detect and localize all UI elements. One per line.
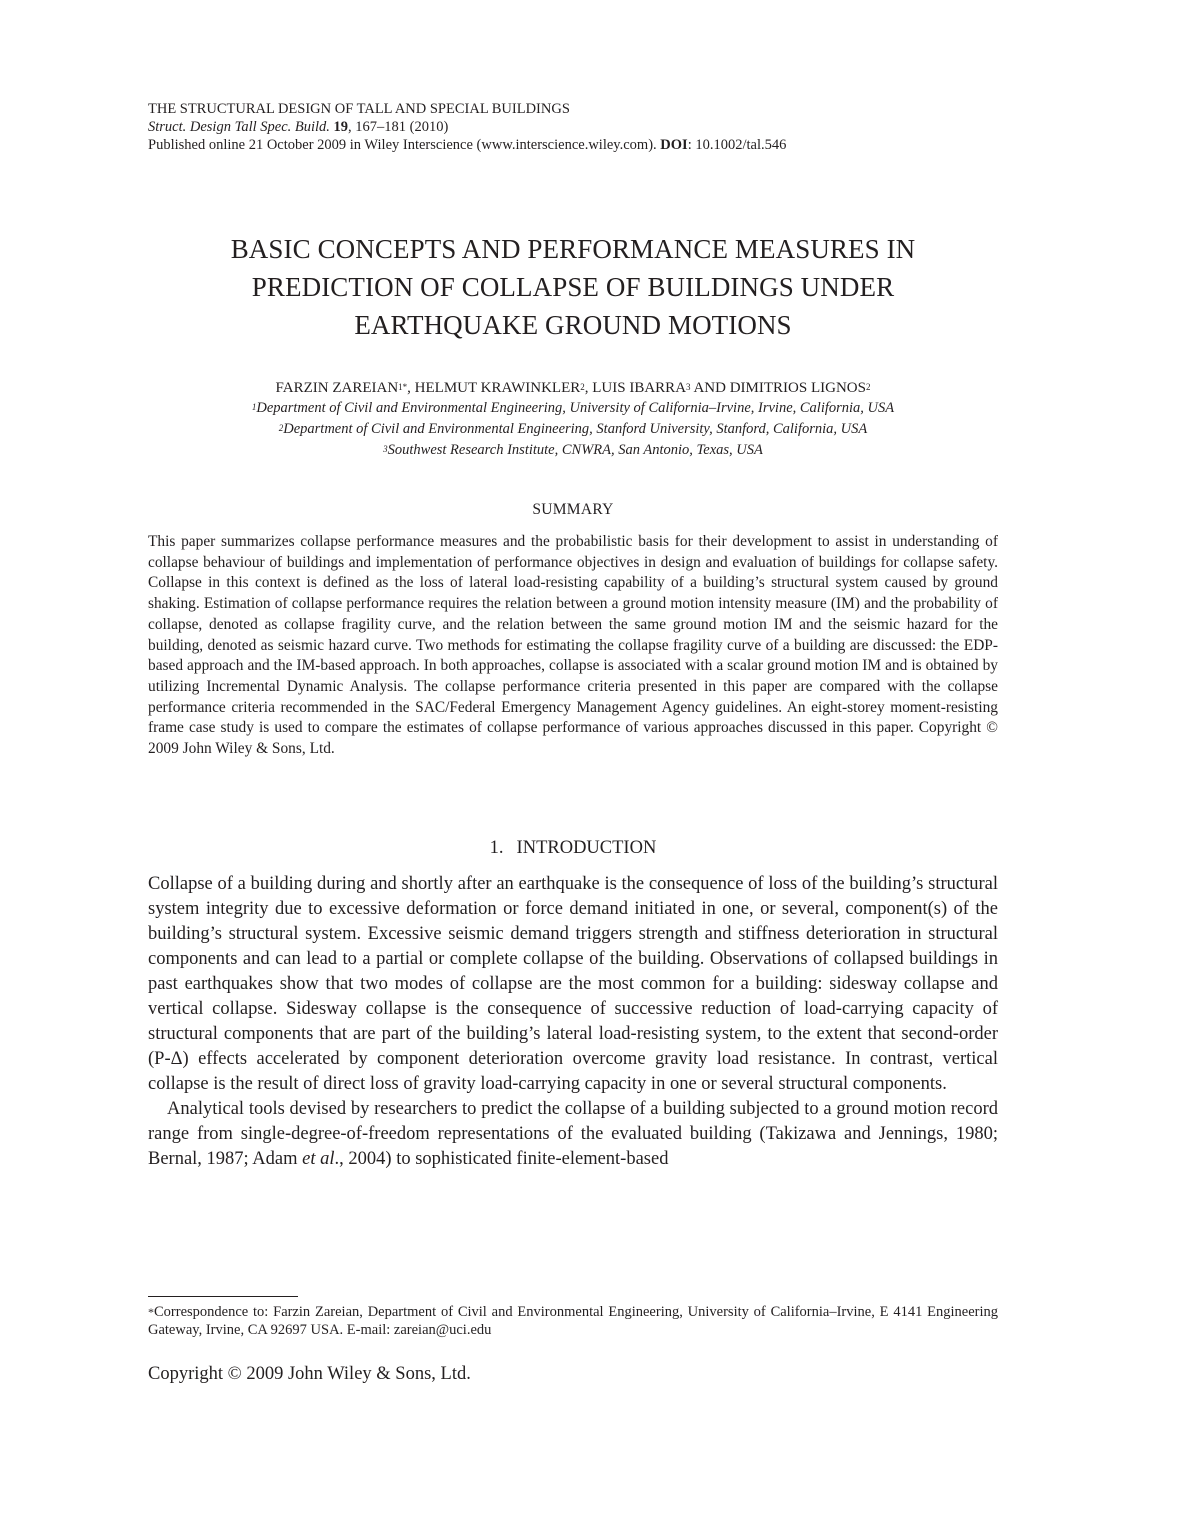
author-separator: , <box>584 380 593 396</box>
copyright-footer: Copyright © 2009 John Wiley & Sons, Ltd. <box>148 1364 471 1384</box>
introduction-body <box>148 872 998 1172</box>
summary-heading: SUMMARY <box>532 501 614 518</box>
footnote-mark: * <box>148 1305 154 1319</box>
affiliation-mark: 2 <box>278 423 284 433</box>
section-number: 1. <box>489 837 504 858</box>
author-4-mark: 2 <box>865 382 871 392</box>
journal-published-line <box>148 136 998 154</box>
correspondence-footnote <box>148 1303 998 1339</box>
affiliation-text: Department of Civil and Environmental Engineering, Stanford University, Stanford, California, USA <box>283 421 868 437</box>
affiliation-mark: 1 <box>251 402 257 412</box>
author-4: DIMITRIOS LIGNOS <box>729 380 866 396</box>
published-text: Published online 21 October 2009 in Wiley Interscience (www.interscience.wiley.com). <box>148 137 657 153</box>
summary-text: This paper summarizes collapse performance measures and the probabilistic basis for their development to assist in understanding of collapse behaviour of buildings and implementation of performance objectives in design and evaluation of buildings for collapse safety. Collapse in this context is defined as the loss of lateral load-resisting capability of a building’s structural system caused by ground shaking. Estimation of collapse performance requires the relation between a ground motion intensity measure (IM) and the probability of collapse, denoted as collapse fragility curve, and the relation between the same ground motion IM and the seismic hazard for the building, denoted as seismic hazard curve. Two methods for estimating the collapse fragility curve of a building are discussed: the EDP-based approach and the IM-based approach. In both approaches, collapse is associated with a scalar ground motion IM and is obtained by utilizing Incremental Dynamic Analysis. The collapse performance criteria presented in this paper are compared with the collapse performance criteria recommended in the SAC/​Federal Emergency Management Agency guidelines. An eight-storey moment-resisting frame case study is used to compare the estimates of collapse performance of various approaches discussed in this paper. Copyright © 2009 John Wiley & Sons, Ltd. <box>148 533 998 758</box>
title-line-1: BASIC CONCEPTS AND PERFORMANCE MEASURES IN <box>230 234 916 264</box>
author-3-mark: 3 <box>686 382 691 392</box>
journal-abbrev: Struct. Design Tall Spec. Build. <box>148 119 330 135</box>
section-title: INTRODUCTION <box>516 837 657 858</box>
footnote-divider <box>148 1296 298 1297</box>
affiliation-1 <box>148 398 998 419</box>
journal-citation <box>148 118 998 136</box>
paragraph-2-etal: et al <box>302 1148 335 1169</box>
footnote-text: Correspondence to: Farzin Zareian, Department of Civil and Environmental Engineering, University of California–Irvine, E 4141 Engineering Gateway, Irvine, CA 92697 USA. E-mail: zareian@uci.edu <box>148 1304 998 1338</box>
journal-header <box>148 100 998 154</box>
paragraph-2-start: Analytical tools devised by researchers to predict the collapse of a building subjected to a ground motion record range from single-degree-of-freedom representations of the evaluated building (Takizawa and Jennings, 1980; Bernal, 1987; Adam <box>148 1098 998 1169</box>
section-heading-introduction <box>148 836 998 860</box>
journal-name: THE STRUCTURAL DESIGN OF TALL AND SPECIAL BUILDINGS <box>148 101 570 117</box>
title-line-3: EARTHQUAKE GROUND MOTIONS <box>354 310 792 340</box>
author-3: LUIS IBARRA <box>592 380 687 396</box>
author-2: HELMUT KRAWINKLER <box>414 380 581 396</box>
author-1-mark: 1* <box>398 382 408 392</box>
title-line-2: PREDICTION OF COLLAPSE OF BUILDINGS UNDER <box>251 272 895 302</box>
affiliation-3 <box>148 440 998 461</box>
author-separator: AND <box>690 380 730 396</box>
affiliation-text: Department of Civil and Environmental Engineering, University of California–Irvine, Irvine, California, USA <box>256 400 895 416</box>
journal-pages-year: , 167–181 (2010) <box>348 119 449 135</box>
doi-value: : 10.1002/tal.546 <box>687 137 787 153</box>
author-2-mark: 2 <box>580 382 585 392</box>
affiliation-2 <box>148 419 998 440</box>
author-list <box>148 378 998 398</box>
introduction-paragraph-1: Collapse of a building during and shortly after an earthquake is the consequence of loss of the building’s structural system integrity due to excessive deformation or force demand initiated in one, or several, component(s) of the building’s structural system. Excessive seismic demand triggers strength and stiffness deterioration in structural components and can lead to a partial or complete collapse of the building. Observations of collapsed buildings in past earthquakes show that two modes of collapse are the most common for a building: sidesway collapse and vertical collapse. Sidesway collapse is the consequence of successive reduction of load-carrying capacity of structural components that are part of the building’s lateral load-resisting system, to the extent that second-order (P-Δ) effects accelerated by component deterioration overcome gravity load resistance. In contrast, vertical collapse is the result of direct loss of gravity load-carrying capacity in one or several structural components. <box>148 873 998 1094</box>
author-separator: , <box>407 380 415 396</box>
journal-volume: 19 <box>333 119 349 135</box>
paper-title <box>148 230 998 344</box>
paper-page <box>148 100 998 1172</box>
affiliation-mark: 3 <box>383 444 388 454</box>
affiliation-list <box>148 398 998 461</box>
introduction-paragraph-2 <box>148 1097 998 1172</box>
affiliation-text: Southwest Research Institute, CNWRA, San Antonio, Texas, USA <box>387 442 763 458</box>
author-1: FARZIN ZAREIAN <box>275 380 399 396</box>
doi-label: DOI <box>660 137 688 153</box>
paragraph-2-end: ., 2004) to sophisticated finite-element-based <box>334 1148 669 1169</box>
